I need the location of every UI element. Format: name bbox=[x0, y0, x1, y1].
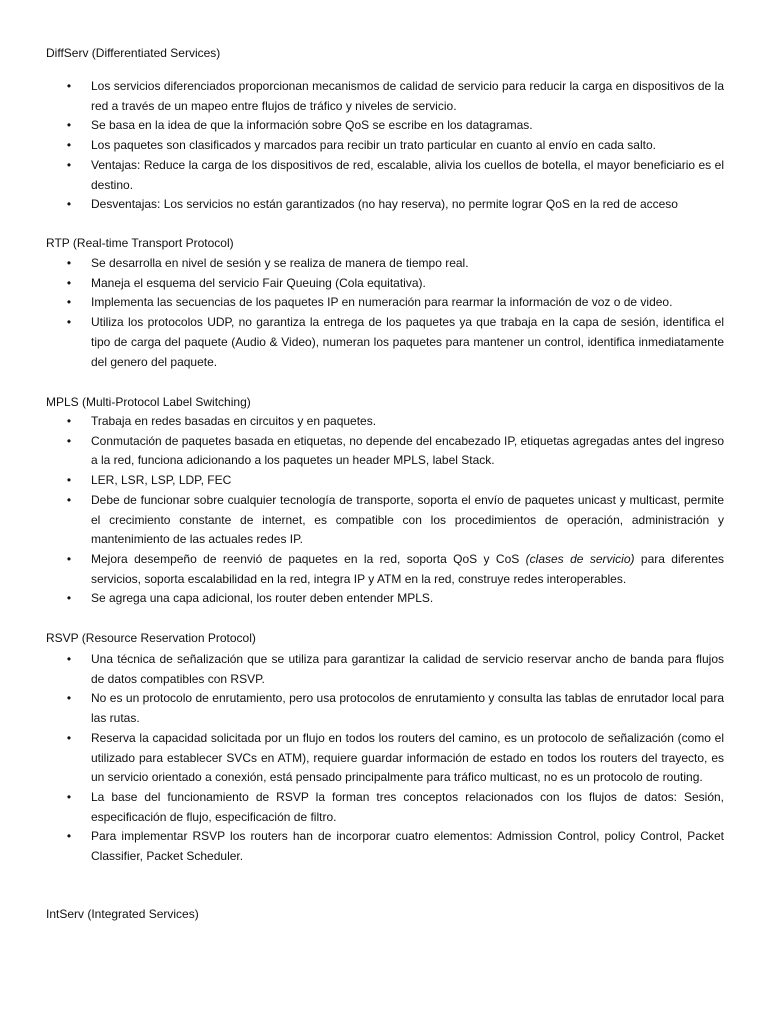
list-item: • Trabaja en redes basadas en circuitos y en paquetes. bbox=[0, 412, 724, 432]
bullet-icon: • bbox=[66, 652, 72, 666]
list-item: • Maneja el esquema del servicio Fair Queuing (Cola equitativa). bbox=[0, 274, 724, 294]
list-item: • Se basa en la idea de que la información sobre QoS se escribe en los datagramas. bbox=[0, 116, 724, 136]
list-item: • Desventajas: Los servicios no están garantizados (no hay reserva), no permite lograr QoS en la red de acceso bbox=[0, 195, 724, 215]
bullet-icon: • bbox=[66, 691, 72, 706]
bullet-list bbox=[0, 650, 768, 867]
bullet-icon: • bbox=[66, 118, 72, 133]
bullet-icon: • bbox=[66, 492, 72, 507]
list-item: • Los paquetes son clasificados y marcados para recibir un trato particular en cuanto al envío en cada salto. bbox=[0, 136, 724, 156]
bullet-icon: • bbox=[66, 473, 72, 488]
bullet-icon: • bbox=[66, 79, 72, 93]
bullet-icon: • bbox=[66, 157, 72, 172]
list-item: • Para implementar RSVP los routers han de incorporar cuatro elementos: Admission Control, policy Control, Packet Classifier, Packet Scheduler. bbox=[0, 827, 724, 866]
bullet-icon: • bbox=[66, 256, 72, 270]
list-item: • Ventajas: Reduce la carga de los dispositivos de red, escalable, alivia los cuellos de botella, el mayor beneficiario es el destino. bbox=[0, 156, 724, 195]
bullet-icon: • bbox=[66, 414, 72, 428]
list-item: • Conmutación de paquetes basada en etiquetas, no depende del encabezado IP, etiquetas agregadas antes del ingreso a la red, funciona adicionando a los paquetes un header MPLS, label Stack. bbox=[0, 432, 724, 471]
list-item: • Utiliza los protocolos UDP, no garantiza la entrega de los paquetes ya que trabaja en la capa de sesión, identifica el tipo de carga del paquete (Audio & Video), numeran los paquetes para mantener un control, identifica inmediatamente del genero del paquete. bbox=[0, 313, 724, 372]
bullet-icon: • bbox=[66, 730, 72, 745]
list-item: • LER, LSR, LSP, LDP, FEC bbox=[0, 471, 724, 491]
list-item: • Reserva la capacidad solicitada por un flujo en todos los routers del camino, es un protocolo de señalización (como el utilizado para establecer SVCs en ATM), requiere guardar información de estado en todos los routers del trayecto, es un servicio orientado a conexión, está pensado principalmente para tráfico multicast, no es un protocolo de routing. bbox=[0, 729, 724, 788]
bullet-list bbox=[0, 412, 768, 609]
list-item: • Implementa las secuencias de los paquetes IP en numeración para rearmar la información de voz o de video. bbox=[0, 293, 724, 313]
list-item: • La base del funcionamiento de RSVP la forman tres conceptos relacionados con los flujos de datos: Sesión, especificación de flujo, especificación de filtro. bbox=[0, 788, 724, 827]
section-heading: RSVP (Resource Reservation Protocol) bbox=[46, 631, 256, 645]
list-item: • Los servicios diferenciados proporcionan mecanismos de calidad de servicio para reducir la carga en dispositivos de la red a través de un mapeo entre flujos de tráfico y niveles de servicio. bbox=[0, 77, 724, 116]
list-item: • No es un protocolo de enrutamiento, pero usa protocolos de enrutamiento y consulta las tablas de enrutador local para las rutas. bbox=[0, 689, 724, 728]
list-item: • Una técnica de señalización que se utiliza para garantizar la calidad de servicio reservar ancho de banda para flujos de datos compatibles con RSVP. bbox=[0, 650, 724, 689]
bullet-icon: • bbox=[66, 275, 72, 290]
bullet-icon: • bbox=[66, 551, 72, 566]
list-item: • Se desarrolla en nivel de sesión y se realiza de manera de tiempo real. bbox=[0, 254, 724, 274]
bullet-list bbox=[0, 77, 768, 215]
section-heading: DiffServ (Differentiated Services) bbox=[46, 46, 221, 60]
bullet-icon: • bbox=[66, 315, 72, 330]
section-heading: RTP (Real-time Transport Protocol) bbox=[46, 236, 234, 250]
section-heading: MPLS (Multi-Protocol Label Switching) bbox=[46, 395, 251, 409]
bullet-icon: • bbox=[66, 197, 72, 212]
bullet-icon: • bbox=[66, 138, 72, 153]
bullet-icon: • bbox=[66, 829, 72, 844]
list-item: • Debe de funcionar sobre cualquier tecnología de transporte, soporta el envío de paquetes unicast y multicast, permite el crecimiento constante de internet, es compatible con los procedimientos de operación, administración y mantenimiento de las actuales redes IP. bbox=[0, 491, 724, 550]
bullet-icon: • bbox=[66, 789, 72, 804]
list-item: • Mejora desempeño de reenvió de paquetes en la red, soporta QoS y CoS (clases de servicio) para diferentes servicios, soporta escalabilidad en la red, integra IP y ATM en la red, construye redes interoperables. bbox=[0, 550, 724, 589]
bullet-icon: • bbox=[66, 295, 72, 310]
list-item: • Se agrega una capa adicional, los router deben entender MPLS. bbox=[0, 589, 724, 609]
bullet-icon: • bbox=[66, 433, 72, 448]
section-heading: IntServ (Integrated Services) bbox=[46, 907, 199, 921]
bullet-list bbox=[0, 254, 768, 372]
bullet-icon: • bbox=[66, 591, 72, 606]
